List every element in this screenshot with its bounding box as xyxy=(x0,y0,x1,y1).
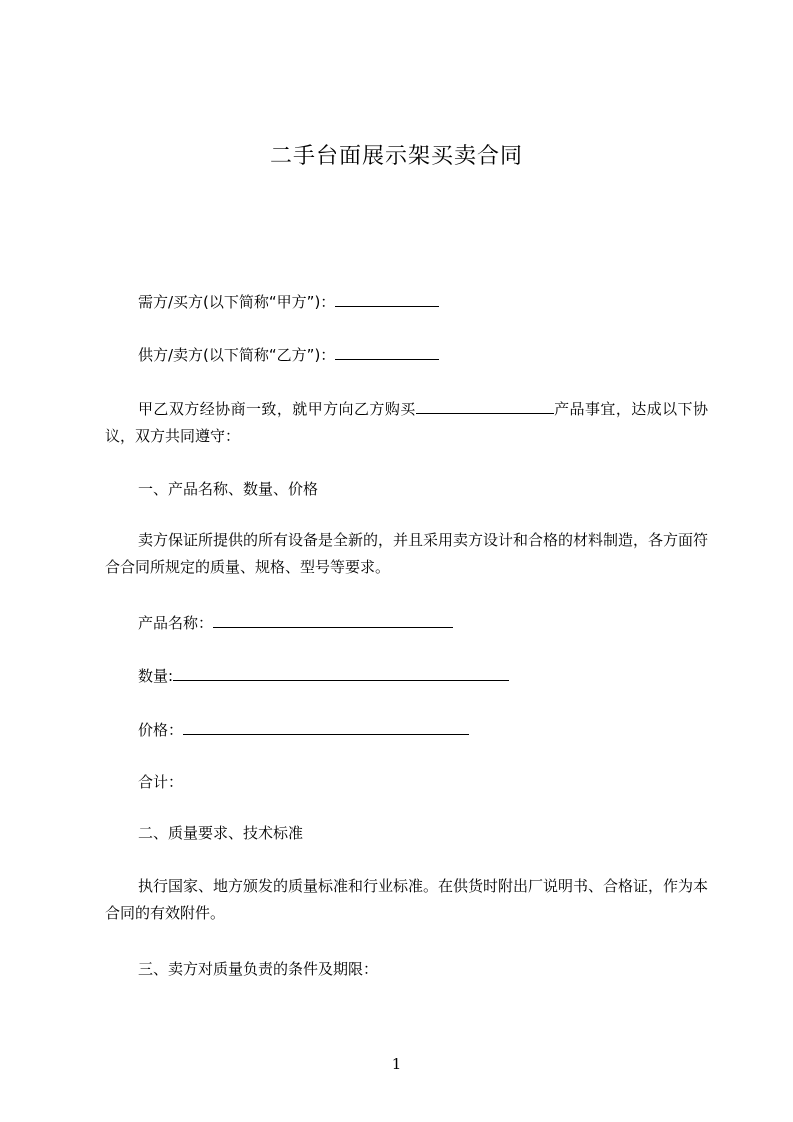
section-1-heading: 一、产品名称、数量、价格 xyxy=(138,480,319,498)
intro-paragraph xyxy=(105,396,708,450)
party-a-line xyxy=(138,290,439,313)
section-1-paragraph: 卖方保证所提供的所有设备是全新的，并且采用卖方设计和合格的材料制造，各方面符合合同所规定的质量、规格、型号等要求。 xyxy=(105,531,709,576)
quantity-line xyxy=(138,664,509,687)
total-line: 合计： xyxy=(138,773,184,791)
product-name-label: 产品名称： xyxy=(138,614,214,632)
product-purchase-blank[interactable] xyxy=(416,397,554,414)
section-2-heading: 二、质量要求、技术标准 xyxy=(138,824,304,842)
party-b-line xyxy=(138,343,439,366)
quantity-label: 数量: xyxy=(138,667,174,685)
intro-text-end: 产品事宜，达成以下协议，双方共同遵守： xyxy=(105,400,708,445)
intro-text-start: 甲乙双方经协商一致，就甲方向乙方购买 xyxy=(138,400,416,418)
price-blank[interactable] xyxy=(183,718,469,735)
quantity-blank[interactable] xyxy=(173,664,509,681)
party-b-blank[interactable] xyxy=(335,343,439,360)
product-name-line xyxy=(138,611,453,634)
party-a-label: 需方/买方(以下简称“甲方”)： xyxy=(138,293,336,311)
party-a-blank[interactable] xyxy=(335,290,439,307)
price-label: 价格： xyxy=(138,721,184,739)
party-b-label: 供方/卖方(以下简称“乙方”)： xyxy=(138,346,336,364)
product-name-blank[interactable] xyxy=(213,611,453,628)
price-line xyxy=(138,718,469,741)
section-3-heading: 三、卖方对质量负责的条件及期限： xyxy=(138,960,379,978)
contract-title: 二手台面展示架买卖合同 xyxy=(269,144,523,169)
page-number: 1 xyxy=(391,1055,402,1073)
section-2-paragraph: 执行国家、地方颁发的质量标准和行业标准。在供货时附出厂说明书、合格证，作为本合同的有效附件。 xyxy=(105,877,709,922)
